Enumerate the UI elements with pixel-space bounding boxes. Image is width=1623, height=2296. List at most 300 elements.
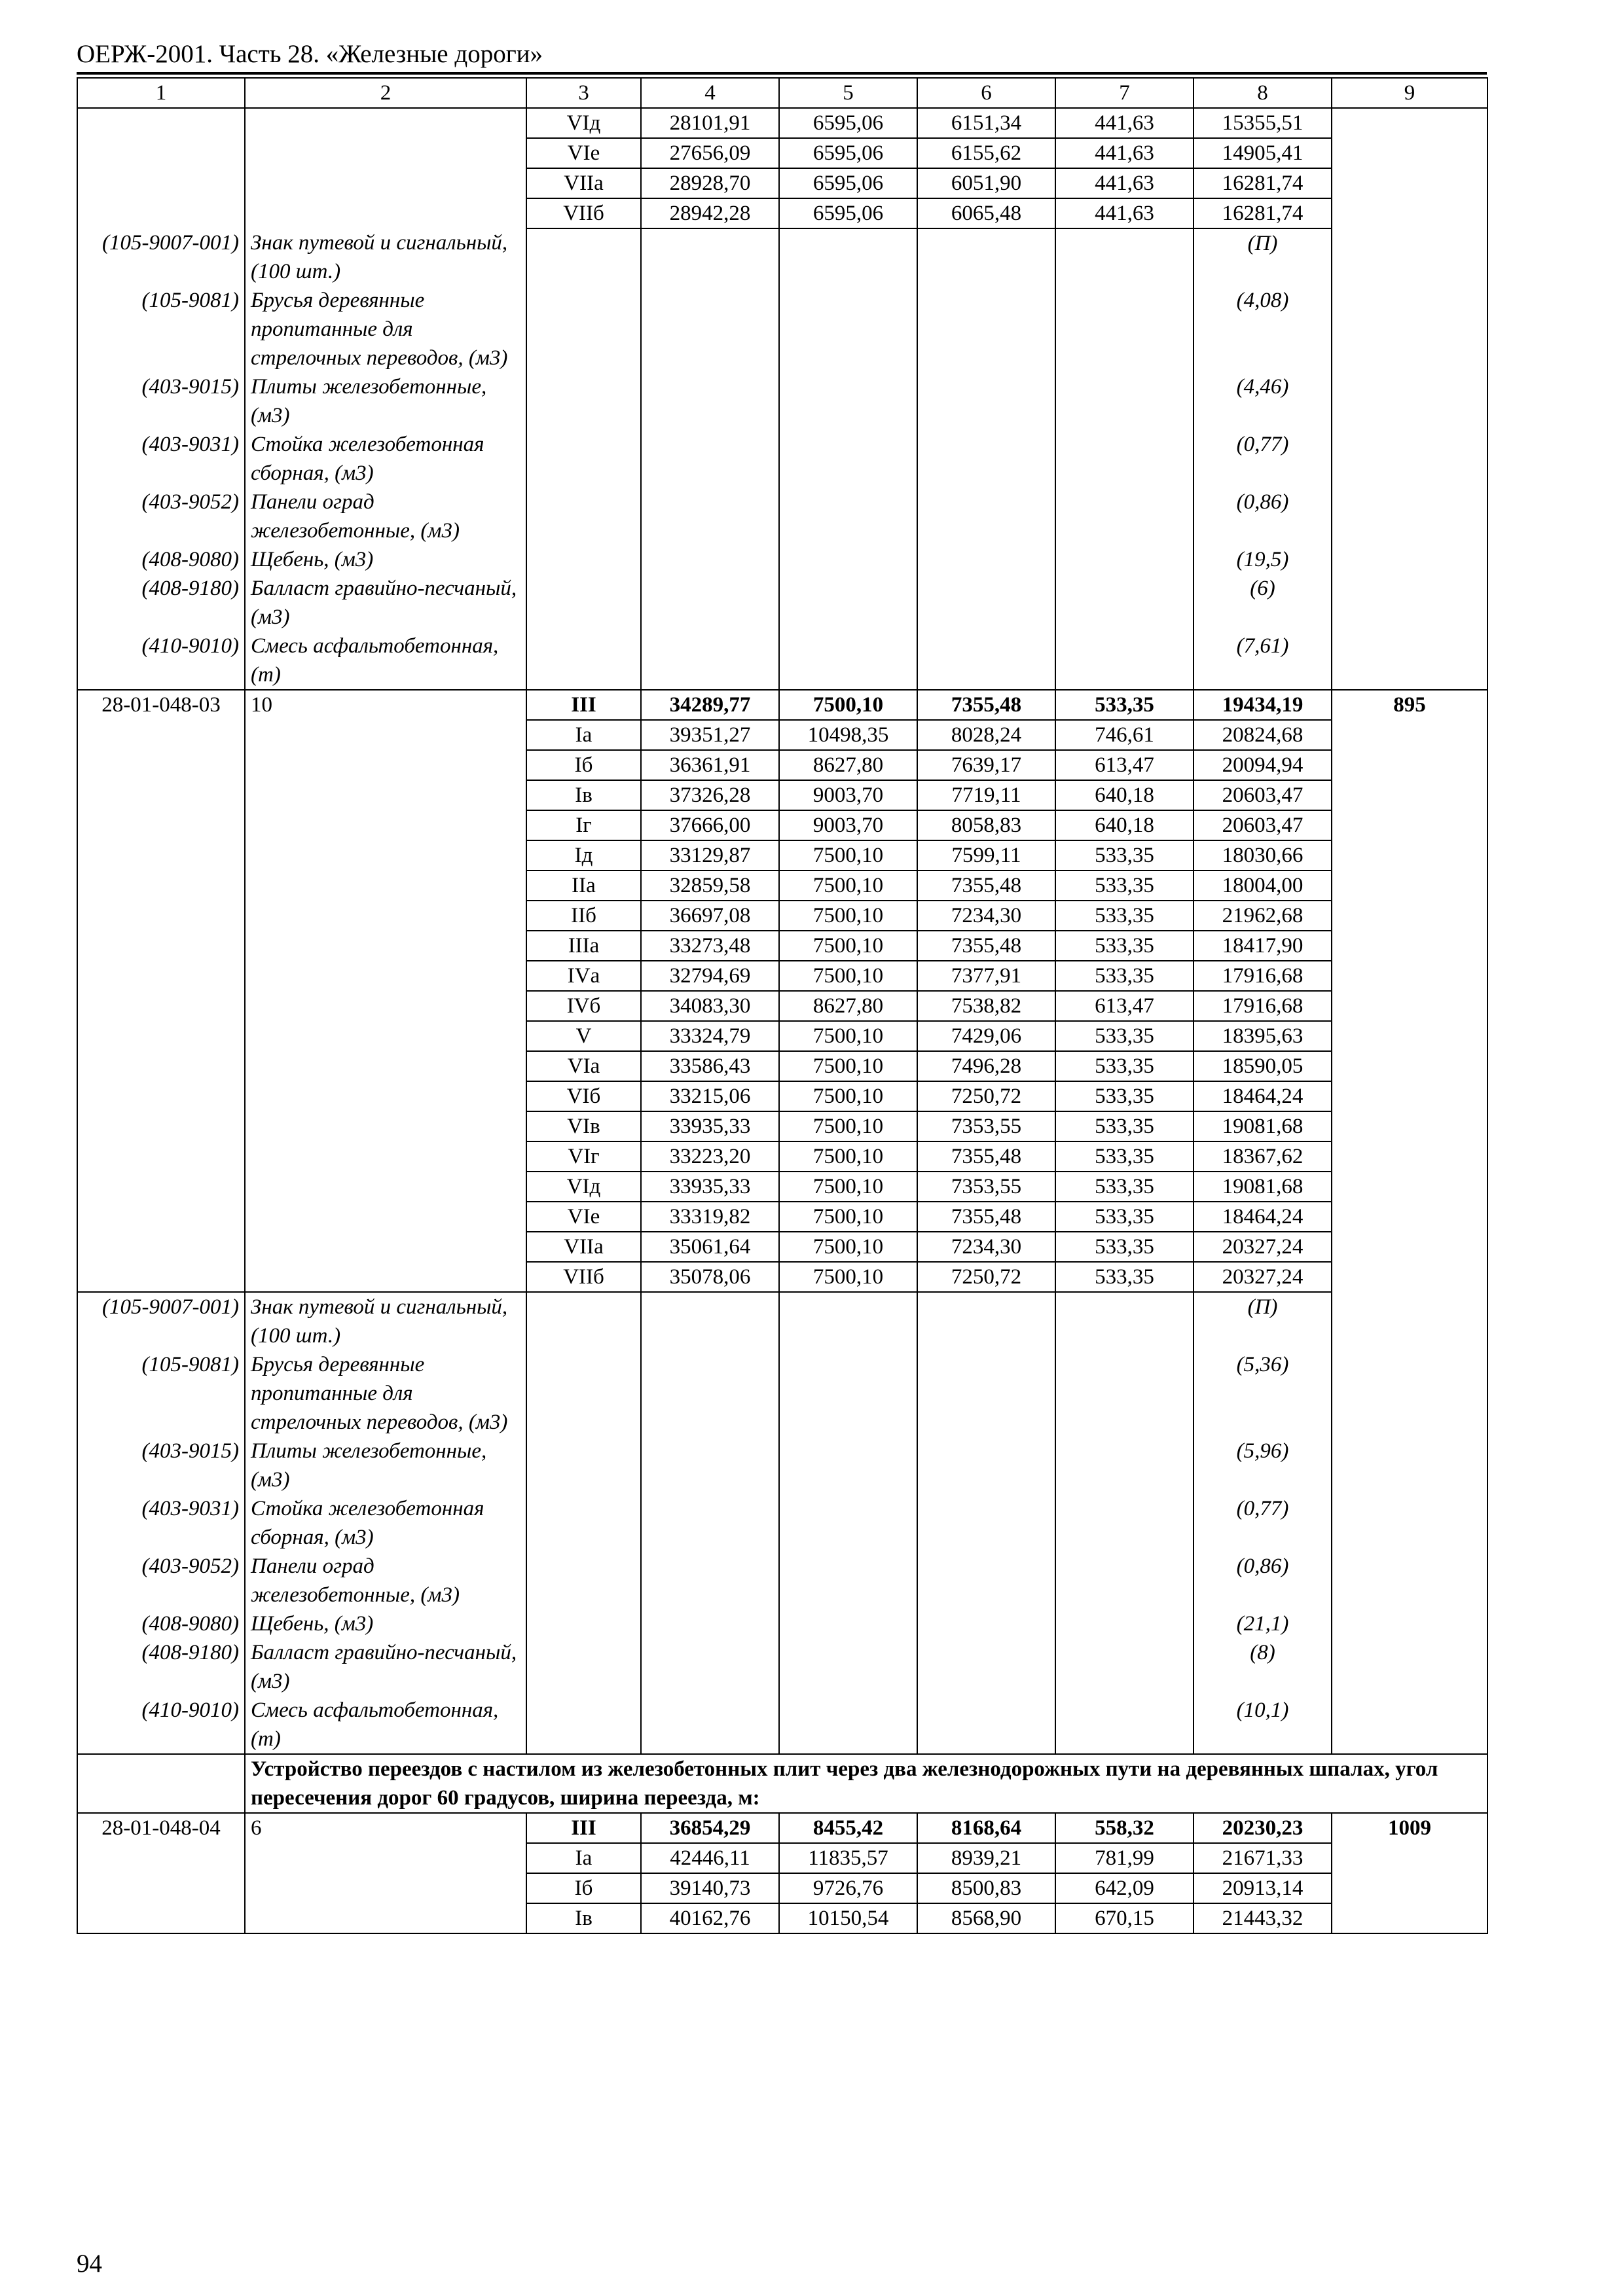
val-7: 613,47 <box>1055 750 1194 780</box>
resource-code: (408-9080) <box>77 545 245 574</box>
val-5: 6595,06 <box>779 138 917 168</box>
empty-cell <box>641 632 779 690</box>
zone-cell: VIIа <box>526 168 641 198</box>
val-8: 20913,14 <box>1194 1873 1332 1903</box>
val-6: 7355,48 <box>917 1141 1055 1172</box>
val-5: 7500,10 <box>779 1051 917 1081</box>
empty-cell <box>779 1350 917 1437</box>
resource-name: Брусья деревянные пропитанные для стрелочных переводов, (м3) <box>245 1350 526 1437</box>
resource-code: (403-9052) <box>77 488 245 545</box>
val-7: 533,35 <box>1055 1262 1194 1292</box>
empty-cell <box>1055 228 1194 286</box>
val-4: 33935,33 <box>641 1172 779 1202</box>
resource-row <box>77 632 1487 690</box>
empty-cell <box>526 1437 641 1494</box>
zone-cell: VIд <box>526 1172 641 1202</box>
val-7: 533,35 <box>1055 901 1194 931</box>
resource-qty: (0,86) <box>1194 488 1332 545</box>
empty-cell <box>641 574 779 632</box>
empty-cell <box>526 1292 641 1350</box>
zone-cell: Iв <box>526 780 641 810</box>
val-6: 8028,24 <box>917 720 1055 750</box>
column-number: 8 <box>1194 78 1332 108</box>
val-4: 33935,33 <box>641 1111 779 1141</box>
empty-cell <box>779 632 917 690</box>
val-8: 20327,24 <box>1194 1232 1332 1262</box>
val-5: 10150,54 <box>779 1903 917 1933</box>
val-4: 35061,64 <box>641 1232 779 1262</box>
val-6: 7234,30 <box>917 901 1055 931</box>
resource-row <box>77 228 1487 286</box>
val-5: 6595,06 <box>779 168 917 198</box>
empty-cell <box>526 372 641 430</box>
val-5: 8455,42 <box>779 1813 917 1843</box>
val-6: 8168,64 <box>917 1813 1055 1843</box>
val-5: 11835,57 <box>779 1843 917 1873</box>
val-7: 781,99 <box>1055 1843 1194 1873</box>
empty-cell <box>917 1609 1055 1638</box>
val-6: 7234,30 <box>917 1232 1055 1262</box>
val-8: 17916,68 <box>1194 961 1332 991</box>
val-8: 20230,23 <box>1194 1813 1332 1843</box>
resource-qty: (0,86) <box>1194 1552 1332 1609</box>
val-4: 33586,43 <box>641 1051 779 1081</box>
val-8: 18395,63 <box>1194 1021 1332 1051</box>
zone-cell: VIIб <box>526 198 641 228</box>
zone-cell: Iб <box>526 750 641 780</box>
val-7: 533,35 <box>1055 1081 1194 1111</box>
val-7: 533,35 <box>1055 870 1194 901</box>
empty-cell <box>917 1696 1055 1754</box>
val-7: 441,63 <box>1055 168 1194 198</box>
val-4: 33215,06 <box>641 1081 779 1111</box>
column-number: 6 <box>917 78 1055 108</box>
empty-cell <box>1055 1292 1194 1350</box>
val-4: 40162,76 <box>641 1903 779 1933</box>
val-5: 7500,10 <box>779 690 917 720</box>
val-8: 20824,68 <box>1194 720 1332 750</box>
val-8: 21671,33 <box>1194 1843 1332 1873</box>
empty-cell <box>526 1494 641 1552</box>
section-title-row <box>77 1754 1487 1813</box>
val-6: 7377,91 <box>917 961 1055 991</box>
zone-cell: VIIб <box>526 1262 641 1292</box>
val-4: 39351,27 <box>641 720 779 750</box>
empty-cell <box>1055 574 1194 632</box>
empty-cell <box>1055 1552 1194 1609</box>
empty-cell <box>641 1494 779 1552</box>
resource-row <box>77 1638 1487 1696</box>
empty-cell <box>1055 545 1194 574</box>
column-number: 4 <box>641 78 779 108</box>
resource-name: Смесь асфальтобетонная, (т) <box>245 632 526 690</box>
resource-qty: (7,61) <box>1194 632 1332 690</box>
val-4: 37326,28 <box>641 780 779 810</box>
resource-name: Панели оград железобетонные, (м3) <box>245 1552 526 1609</box>
zone-cell: Iг <box>526 810 641 840</box>
val-6: 7496,28 <box>917 1051 1055 1081</box>
empty-cell <box>1055 1437 1194 1494</box>
resource-qty: (19,5) <box>1194 545 1332 574</box>
resource-code: (105-9081) <box>77 286 245 372</box>
resource-qty: (4,08) <box>1194 286 1332 372</box>
resource-row <box>77 1437 1487 1494</box>
width-cell <box>245 108 526 228</box>
val-7: 746,61 <box>1055 720 1194 750</box>
code-cell <box>77 108 245 228</box>
empty-cell <box>641 228 779 286</box>
val-4: 33319,82 <box>641 1202 779 1232</box>
empty-cell <box>526 632 641 690</box>
val-8: 19434,19 <box>1194 690 1332 720</box>
val-8: 16281,74 <box>1194 198 1332 228</box>
zone-cell: III <box>526 690 641 720</box>
val-4: 33273,48 <box>641 931 779 961</box>
zone-cell: III <box>526 1813 641 1843</box>
empty-cell <box>1055 1350 1194 1437</box>
resource-name: Плиты железобетонные, (м3) <box>245 372 526 430</box>
resource-row <box>77 545 1487 574</box>
resource-name: Балласт гравийно-песчаный, (м3) <box>245 1638 526 1696</box>
val-7: 533,35 <box>1055 1051 1194 1081</box>
resource-code: (403-9015) <box>77 1437 245 1494</box>
val-5: 6595,06 <box>779 108 917 138</box>
zone-cell: VIе <box>526 1202 641 1232</box>
val-8: 20327,24 <box>1194 1262 1332 1292</box>
empty-cell <box>1055 286 1194 372</box>
val-7: 670,15 <box>1055 1903 1194 1933</box>
empty-cell <box>641 1437 779 1494</box>
empty-cell <box>917 228 1055 286</box>
val-7: 533,35 <box>1055 1141 1194 1172</box>
header-rule <box>77 72 1487 75</box>
val-8: 19081,68 <box>1194 1172 1332 1202</box>
table-row <box>77 690 1487 720</box>
resource-name: Стойка железобетонная сборная, (м3) <box>245 1494 526 1552</box>
empty-cell <box>917 430 1055 488</box>
empty-cell <box>1055 1638 1194 1696</box>
resource-qty: (5,36) <box>1194 1350 1332 1437</box>
resource-row <box>77 574 1487 632</box>
zone-cell: VIе <box>526 138 641 168</box>
val-7: 613,47 <box>1055 991 1194 1021</box>
empty-cell <box>1055 488 1194 545</box>
val-4: 36361,91 <box>641 750 779 780</box>
val-5: 8627,80 <box>779 750 917 780</box>
val-5: 7500,10 <box>779 1111 917 1141</box>
page-number: 94 <box>77 2250 102 2278</box>
val-5: 7500,10 <box>779 1262 917 1292</box>
val-5: 7500,10 <box>779 961 917 991</box>
resource-code: (410-9010) <box>77 632 245 690</box>
resource-row <box>77 488 1487 545</box>
val-4: 28928,70 <box>641 168 779 198</box>
val-6: 7719,11 <box>917 780 1055 810</box>
val-8: 18464,24 <box>1194 1202 1332 1232</box>
empty-cell <box>779 1494 917 1552</box>
resource-code: (403-9031) <box>77 430 245 488</box>
resource-code: (105-9007-001) <box>77 1292 245 1350</box>
resource-row <box>77 1350 1487 1437</box>
val-5: 7500,10 <box>779 840 917 870</box>
val-7: 533,35 <box>1055 931 1194 961</box>
val-8: 21443,32 <box>1194 1903 1332 1933</box>
val-4: 34289,77 <box>641 690 779 720</box>
val-8: 20094,94 <box>1194 750 1332 780</box>
val-5: 7500,10 <box>779 1232 917 1262</box>
val-5: 10498,35 <box>779 720 917 750</box>
val-6: 7355,48 <box>917 870 1055 901</box>
val-6: 8568,90 <box>917 1903 1055 1933</box>
val-6: 7355,48 <box>917 931 1055 961</box>
resource-qty: (П) <box>1194 228 1332 286</box>
val-7: 533,35 <box>1055 840 1194 870</box>
zone-cell: Iд <box>526 840 641 870</box>
zone-cell: IVа <box>526 961 641 991</box>
resource-row <box>77 1609 1487 1638</box>
val-6: 7353,55 <box>917 1172 1055 1202</box>
val-4: 27656,09 <box>641 138 779 168</box>
zone-cell: IIб <box>526 901 641 931</box>
val-4: 37666,00 <box>641 810 779 840</box>
column-number: 1 <box>77 78 245 108</box>
val-6: 6151,34 <box>917 108 1055 138</box>
empty-cell <box>641 488 779 545</box>
val-8: 14905,41 <box>1194 138 1332 168</box>
empty-cell <box>917 545 1055 574</box>
val-4: 39140,73 <box>641 1873 779 1903</box>
column-number: 7 <box>1055 78 1194 108</box>
zone-cell: VIа <box>526 1051 641 1081</box>
empty-cell <box>641 1609 779 1638</box>
column-number-row <box>77 78 1487 108</box>
resource-code: (105-9007-001) <box>77 228 245 286</box>
empty-cell <box>779 228 917 286</box>
val-4: 33324,79 <box>641 1021 779 1051</box>
val-6: 6155,62 <box>917 138 1055 168</box>
empty-cell <box>779 1696 917 1754</box>
val-5: 7500,10 <box>779 1202 917 1232</box>
val-5: 9003,70 <box>779 780 917 810</box>
val-8: 21962,68 <box>1194 901 1332 931</box>
resource-qty: (10,1) <box>1194 1696 1332 1754</box>
resource-code: (408-9080) <box>77 1609 245 1638</box>
empty-cell <box>526 430 641 488</box>
item-width: 10 <box>245 690 526 1292</box>
val-4: 36854,29 <box>641 1813 779 1843</box>
empty-cell <box>917 1638 1055 1696</box>
empty-cell <box>641 1638 779 1696</box>
val-6: 8500,83 <box>917 1873 1055 1903</box>
empty-cell <box>917 1437 1055 1494</box>
val-8: 20603,47 <box>1194 810 1332 840</box>
val-5: 6595,06 <box>779 198 917 228</box>
empty-cell <box>917 632 1055 690</box>
resource-code: (408-9180) <box>77 1638 245 1696</box>
item-col9: 1009 <box>1332 1813 1487 1933</box>
val-8: 18417,90 <box>1194 931 1332 961</box>
resource-code: (403-9015) <box>77 372 245 430</box>
val-4: 33129,87 <box>641 840 779 870</box>
val-7: 533,35 <box>1055 1172 1194 1202</box>
column-number: 5 <box>779 78 917 108</box>
col9-cell <box>1332 108 1487 690</box>
val-7: 441,63 <box>1055 108 1194 138</box>
empty-cell <box>641 1552 779 1609</box>
val-4: 34083,30 <box>641 991 779 1021</box>
zone-cell: IIа <box>526 870 641 901</box>
resource-row <box>77 1696 1487 1754</box>
empty-cell <box>917 1292 1055 1350</box>
zone-cell: IVб <box>526 991 641 1021</box>
zone-cell: Iа <box>526 720 641 750</box>
val-8: 17916,68 <box>1194 991 1332 1021</box>
val-7: 533,35 <box>1055 1202 1194 1232</box>
empty-cell <box>779 372 917 430</box>
resource-name: Стойка железобетонная сборная, (м3) <box>245 430 526 488</box>
resource-row <box>77 1292 1487 1350</box>
empty-cell <box>641 430 779 488</box>
val-5: 9003,70 <box>779 810 917 840</box>
empty-cell <box>1055 1696 1194 1754</box>
val-7: 640,18 <box>1055 780 1194 810</box>
val-6: 7355,48 <box>917 690 1055 720</box>
empty-cell <box>779 1609 917 1638</box>
val-7: 533,35 <box>1055 1021 1194 1051</box>
empty-cell <box>1055 1494 1194 1552</box>
empty-cell <box>77 1754 245 1813</box>
empty-cell <box>641 372 779 430</box>
zone-cell: IIIа <box>526 931 641 961</box>
val-5: 7500,10 <box>779 1172 917 1202</box>
val-6: 7355,48 <box>917 1202 1055 1232</box>
empty-cell <box>917 1494 1055 1552</box>
resource-name: Плиты железобетонные, (м3) <box>245 1437 526 1494</box>
empty-cell <box>779 1292 917 1350</box>
val-8: 19081,68 <box>1194 1111 1332 1141</box>
empty-cell <box>917 286 1055 372</box>
val-6: 6065,48 <box>917 198 1055 228</box>
val-7: 533,35 <box>1055 690 1194 720</box>
val-4: 42446,11 <box>641 1843 779 1873</box>
resource-name: Балласт гравийно-песчаный, (м3) <box>245 574 526 632</box>
resource-name: Брусья деревянные пропитанные для стрелочных переводов, (м3) <box>245 286 526 372</box>
val-6: 6051,90 <box>917 168 1055 198</box>
val-8: 18590,05 <box>1194 1051 1332 1081</box>
val-6: 8058,83 <box>917 810 1055 840</box>
val-7: 558,32 <box>1055 1813 1194 1843</box>
val-5: 7500,10 <box>779 870 917 901</box>
empty-cell <box>641 1350 779 1437</box>
val-5: 7500,10 <box>779 1081 917 1111</box>
empty-cell <box>526 228 641 286</box>
val-6: 7353,55 <box>917 1111 1055 1141</box>
resource-row <box>77 1552 1487 1609</box>
val-4: 32859,58 <box>641 870 779 901</box>
val-6: 7538,82 <box>917 991 1055 1021</box>
zone-cell: VIд <box>526 108 641 138</box>
val-7: 642,09 <box>1055 1873 1194 1903</box>
val-7: 441,63 <box>1055 198 1194 228</box>
empty-cell <box>779 1638 917 1696</box>
empty-cell <box>779 488 917 545</box>
empty-cell <box>1055 632 1194 690</box>
empty-cell <box>526 1609 641 1638</box>
resource-name: Знак путевой и сигнальный, (100 шт.) <box>245 1292 526 1350</box>
column-number: 9 <box>1332 78 1487 108</box>
val-7: 441,63 <box>1055 138 1194 168</box>
empty-cell <box>526 1638 641 1696</box>
resource-name: Смесь асфальтобетонная, (т) <box>245 1696 526 1754</box>
empty-cell <box>917 488 1055 545</box>
empty-cell <box>779 574 917 632</box>
val-5: 8627,80 <box>779 991 917 1021</box>
resource-name: Щебень, (м3) <box>245 1609 526 1638</box>
empty-cell <box>526 574 641 632</box>
section-title: Устройство переездов с настилом из железобетонных плит через два железнодорожных пути на деревянных шпалах, угол пересечения дорог 60 градусов, ширина переезда, м: <box>245 1754 1487 1813</box>
zone-cell: VIб <box>526 1081 641 1111</box>
val-8: 16281,74 <box>1194 168 1332 198</box>
val-5: 7500,10 <box>779 931 917 961</box>
val-8: 18030,66 <box>1194 840 1332 870</box>
empty-cell <box>641 286 779 372</box>
val-6: 7599,11 <box>917 840 1055 870</box>
empty-cell <box>641 545 779 574</box>
resource-row <box>77 1494 1487 1552</box>
item-code: 28-01-048-04 <box>77 1813 245 1933</box>
resource-qty: (21,1) <box>1194 1609 1332 1638</box>
resource-name: Панели оград железобетонные, (м3) <box>245 488 526 545</box>
val-7: 640,18 <box>1055 810 1194 840</box>
resource-row <box>77 372 1487 430</box>
running-header: ОЕРЖ-2001. Часть 28. «Железные дороги» <box>77 40 543 68</box>
item-width: 6 <box>245 1813 526 1933</box>
val-6: 7250,72 <box>917 1262 1055 1292</box>
val-4: 28101,91 <box>641 108 779 138</box>
empty-cell <box>917 574 1055 632</box>
empty-cell <box>1055 1609 1194 1638</box>
val-7: 533,35 <box>1055 1232 1194 1262</box>
val-5: 9726,76 <box>779 1873 917 1903</box>
val-4: 32794,69 <box>641 961 779 991</box>
val-4: 33223,20 <box>641 1141 779 1172</box>
val-5: 7500,10 <box>779 1141 917 1172</box>
val-5: 7500,10 <box>779 901 917 931</box>
val-5: 7500,10 <box>779 1021 917 1051</box>
empty-cell <box>641 1292 779 1350</box>
empty-cell <box>526 488 641 545</box>
empty-cell <box>641 1696 779 1754</box>
resource-qty: (8) <box>1194 1638 1332 1696</box>
empty-cell <box>526 286 641 372</box>
resource-code: (408-9180) <box>77 574 245 632</box>
empty-cell <box>526 1696 641 1754</box>
empty-cell <box>779 1552 917 1609</box>
empty-cell <box>1055 430 1194 488</box>
zone-cell: Iв <box>526 1903 641 1933</box>
resource-code: (403-9031) <box>77 1494 245 1552</box>
zone-cell: VIг <box>526 1141 641 1172</box>
empty-cell <box>779 545 917 574</box>
resource-qty: (0,77) <box>1194 430 1332 488</box>
item-code: 28-01-048-03 <box>77 690 245 1292</box>
val-4: 28942,28 <box>641 198 779 228</box>
val-6: 7429,06 <box>917 1021 1055 1051</box>
zone-cell: VIIа <box>526 1232 641 1262</box>
table-row <box>77 1813 1487 1843</box>
val-4: 35078,06 <box>641 1262 779 1292</box>
zone-cell: Iб <box>526 1873 641 1903</box>
